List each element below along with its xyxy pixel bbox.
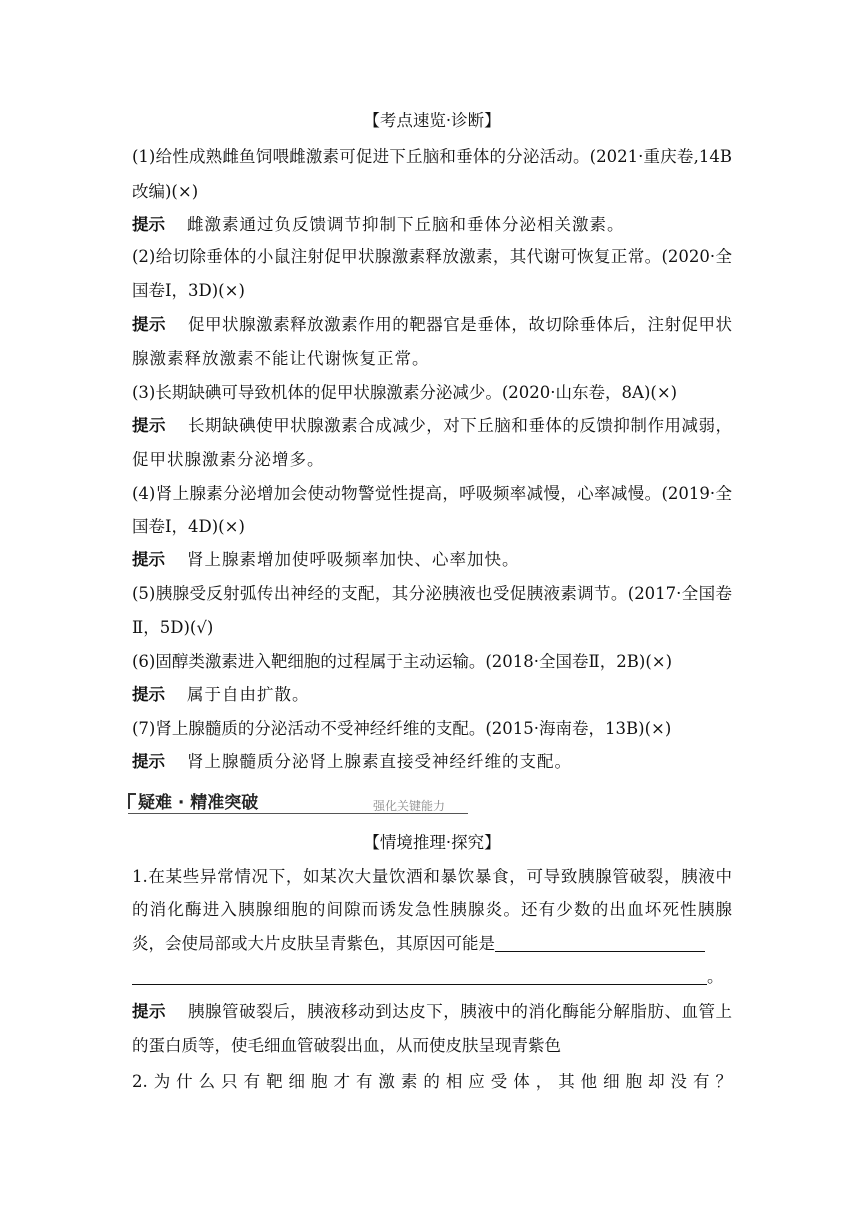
tip-4: [132, 549, 732, 571]
tip-q1-text-1: 胰腺管破裂后，胰液移动到达皮下，胰液中的消化酶能分解脂肪、血管上: [188, 1002, 733, 1021]
statement-7-line-1: (7)肾上腺髓质的分泌活动不受神经纤维的支配。(2015·海南卷，13B)(×): [132, 719, 672, 738]
question-1-text-3: 炎，会使局部或大片皮肤呈青紫色，其原因可能是: [132, 934, 495, 953]
section-heading-diagnosis: 【考点速览·诊断】: [363, 111, 501, 130]
answer-blank-2: [132, 968, 707, 985]
statement-2-line-2: 国卷Ⅰ，3D)(×): [132, 281, 245, 300]
tip-1-text: 雌激素通过负反馈调节抑制下丘脑和垂体分泌相关激素。: [187, 215, 625, 234]
tip-3-text-1: 长期缺碘使甲状腺激素合成减少，对下丘脑和垂体的反馈抑制作用减弱，: [188, 416, 733, 435]
tip-3-line-1: [132, 415, 732, 437]
question-1-line-1: 1.在某些异常情况下，如某次大量饮酒和暴饮暴食，可导致胰腺管破裂，胰液中: [132, 867, 732, 886]
question-1-line-3: [132, 933, 732, 955]
tip-2-line-2: 腺激素释放激素不能让代谢恢复正常。: [132, 349, 430, 368]
statement-4-line-1: (4)肾上腺素分泌增加会使动物警觉性提高，呼吸频率减慢，心率减慢。(2019·全: [132, 484, 732, 503]
question-1-end: 。: [707, 967, 724, 986]
tip-label: 提示: [132, 1002, 167, 1021]
tip-label: 提示: [132, 315, 167, 334]
question-1-line-2: 的消化酶进入胰腺细胞的间隙而诱发急性胰腺炎。还有少数的出血坏死性胰腺: [132, 900, 732, 919]
tip-label: 提示: [132, 685, 165, 704]
tip-label: 提示: [132, 416, 167, 435]
tip-7-text: 肾上腺髓质分泌肾上腺素直接受神经纤维的支配。: [187, 752, 572, 771]
question-2-line-1: 2.为什么只有靶细胞才有激素的相应受体，其他细胞却没有？: [132, 1072, 732, 1091]
tip-6: [132, 684, 732, 706]
statement-6-line-1: (6)固醇类激素进入靶细胞的过程属于主动运输。(2018·全国卷Ⅱ，2B)(×): [132, 652, 673, 671]
tip-4-text: 肾上腺素增加使呼吸频率加快、心率加快。: [187, 550, 520, 569]
tip-3-line-2: 促甲状腺激素分泌增多。: [132, 450, 325, 469]
section-heading-inquiry: 【情境推理·探究】: [363, 833, 501, 852]
tip-label: 提示: [132, 215, 165, 234]
tip-2-line-1: [132, 314, 732, 336]
tip-2-text-1: 促甲状腺激素释放激素作用的靶器官是垂体，故切除垂体后，注射促甲状: [188, 315, 733, 334]
statement-2-line-1: (2)给切除垂体的小鼠注射促甲状腺激素释放激素，其代谢可恢复正常。(2020·全: [132, 247, 732, 266]
tip-7: [132, 751, 732, 773]
tip-q1-line-1: [132, 1001, 732, 1023]
question-1-line-4: [132, 966, 732, 988]
statement-3-line-1: (3)长期缺碘可导致机体的促甲状腺激素分泌减少。(2020·山东卷，8A)(×): [132, 383, 678, 402]
statement-5-line-1: (5)胰腺受反射弧传出神经的支配，其分泌胰液也受促胰液素调节。(2017·全国卷: [132, 584, 732, 603]
banner-title-wrap: [128, 788, 258, 813]
banner-subtitle: 强化关键能力: [373, 799, 446, 813]
answer-blank-1: [495, 935, 705, 952]
section-banner: [128, 788, 468, 816]
tip-label: 提示: [132, 752, 165, 771]
tip-label: 提示: [132, 550, 165, 569]
banner-title: 疑难 · 精准突破: [138, 793, 259, 813]
tip-6-text: 属于自由扩散。: [187, 685, 310, 704]
statement-1-line-1: (1)给性成熟雌鱼饲喂雌激素可促进下丘脑和垂体的分泌活动。(2021·重庆卷,14B: [132, 147, 732, 166]
banner-bracket-icon: [128, 793, 136, 809]
statement-5-line-2: Ⅱ，5D)(√): [132, 618, 214, 637]
tip-q1-line-2: 的蛋白质等，使毛细血管破裂出血，从而使皮肤呈现青紫色: [132, 1036, 561, 1055]
statement-1-line-2: 改编)(×): [132, 182, 199, 201]
tip-1: [132, 214, 732, 236]
statement-4-line-2: 国卷Ⅰ，4D)(×): [132, 517, 245, 536]
